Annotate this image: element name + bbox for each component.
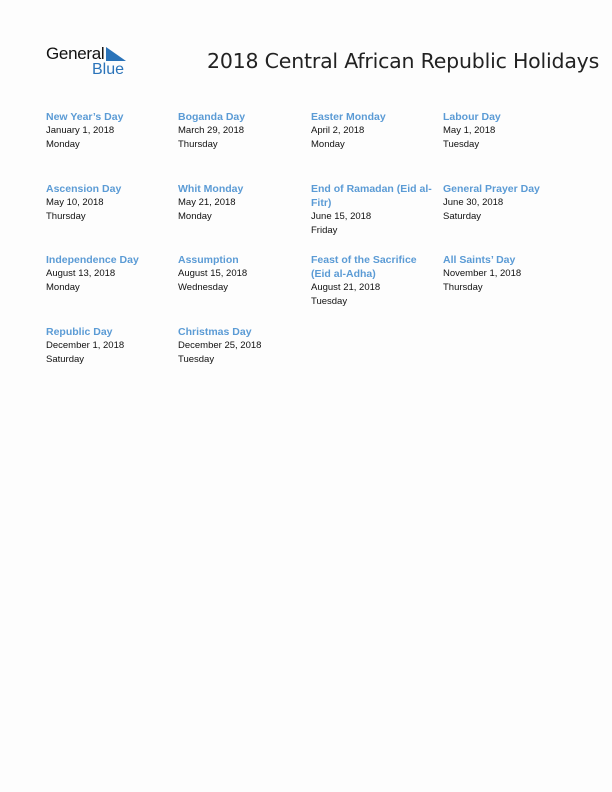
holiday-date: January 1, 2018 xyxy=(46,125,115,136)
holiday-date: December 25, 2018 xyxy=(178,340,262,351)
holiday-name: Assumption xyxy=(178,254,239,266)
holiday-weekday: Tuesday xyxy=(311,296,348,307)
holiday-date: May 1, 2018 xyxy=(443,125,496,136)
holiday-date: August 21, 2018 xyxy=(311,282,381,293)
holiday-weekday: Thursday xyxy=(46,211,86,222)
holiday-weekday: Monday xyxy=(178,211,212,222)
holiday-name: End of Ramadan (Eid al-Fitr) xyxy=(311,183,432,209)
holiday-name: Feast of the Sacrifice (Eid al-Adha) xyxy=(311,254,417,280)
page-title: 2018 Central African Republic Holidays xyxy=(207,49,600,73)
holiday-item xyxy=(178,253,303,295)
holiday-name: New Year’s Day xyxy=(46,111,124,123)
holiday-item xyxy=(443,110,568,152)
holiday-item xyxy=(46,325,171,367)
holiday-name: Independence Day xyxy=(46,254,139,266)
holiday-item xyxy=(178,182,303,224)
holiday-weekday: Wednesday xyxy=(178,282,228,293)
holiday-date: August 15, 2018 xyxy=(178,268,248,279)
holiday-weekday: Thursday xyxy=(178,139,218,150)
holiday-name: Labour Day xyxy=(443,111,501,123)
holiday-item xyxy=(311,110,436,152)
holiday-name: Ascension Day xyxy=(46,183,122,195)
triangle-flag-icon xyxy=(106,47,126,61)
holiday-item xyxy=(46,253,171,295)
holiday-item xyxy=(46,110,171,152)
holiday-item xyxy=(443,182,568,224)
holiday-name: All Saints’ Day xyxy=(443,254,516,266)
holiday-weekday: Friday xyxy=(311,225,338,236)
brand-blue-text: Blue xyxy=(92,61,125,78)
holiday-item xyxy=(311,182,433,238)
holiday-weekday: Tuesday xyxy=(443,139,480,150)
holiday-item xyxy=(178,325,303,367)
holiday-weekday: Thursday xyxy=(443,282,483,293)
holiday-item xyxy=(311,253,429,309)
holiday-name: Boganda Day xyxy=(178,111,246,123)
holiday-item xyxy=(46,182,171,224)
holiday-item xyxy=(443,253,568,295)
holiday-date: April 2, 2018 xyxy=(311,125,365,136)
holiday-date: May 21, 2018 xyxy=(178,197,236,208)
holiday-date: May 10, 2018 xyxy=(46,197,104,208)
holiday-date: June 15, 2018 xyxy=(311,211,372,222)
holiday-weekday: Tuesday xyxy=(178,354,215,365)
brand-logo xyxy=(46,44,136,80)
holiday-date: August 13, 2018 xyxy=(46,268,116,279)
holiday-date: December 1, 2018 xyxy=(46,340,125,351)
holiday-name: Christmas Day xyxy=(178,326,252,338)
holiday-weekday: Monday xyxy=(46,282,80,293)
holiday-weekday: Monday xyxy=(46,139,80,150)
holiday-name: Easter Monday xyxy=(311,111,386,123)
holiday-name: General Prayer Day xyxy=(443,183,540,195)
holiday-date: June 30, 2018 xyxy=(443,197,504,208)
holiday-date: March 29, 2018 xyxy=(178,125,245,136)
holiday-date: November 1, 2018 xyxy=(443,268,522,279)
holiday-item xyxy=(178,110,303,152)
holiday-weekday: Saturday xyxy=(46,354,85,365)
holiday-weekday: Monday xyxy=(311,139,345,150)
holiday-name: Whit Monday xyxy=(178,183,244,195)
brand-general-text: General xyxy=(46,44,105,63)
holiday-name: Republic Day xyxy=(46,326,113,338)
holiday-weekday: Saturday xyxy=(443,211,482,222)
